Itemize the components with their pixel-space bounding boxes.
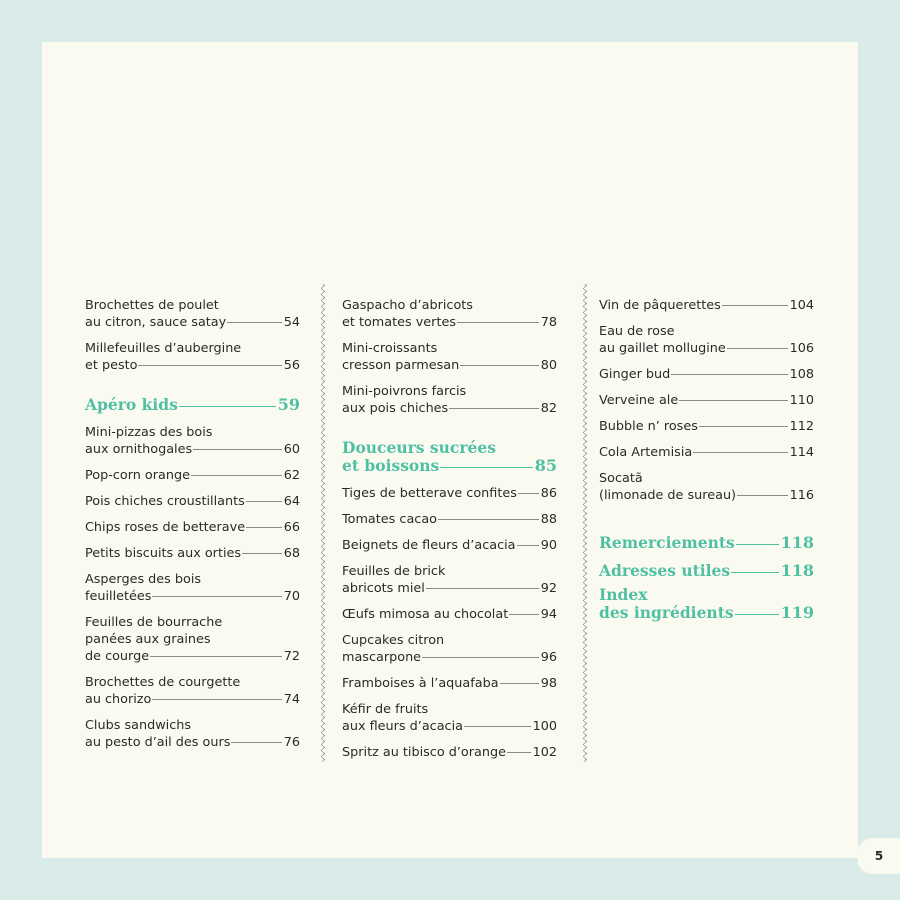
toc-entry-title: au pesto d’ail des ours	[85, 735, 231, 750]
toc-entry-title: Tomates cacao	[342, 512, 437, 527]
toc-entry	[342, 485, 557, 502]
leader-line	[152, 596, 281, 597]
leader-line	[517, 545, 539, 546]
toc-entry-line: Kéfir de fruits	[342, 702, 429, 717]
leader-line	[438, 519, 539, 520]
toc-entry-line: Index	[599, 585, 648, 604]
toc-page-number: 98	[540, 676, 557, 691]
leader-line	[231, 742, 281, 743]
leader-line	[179, 406, 276, 407]
toc-page-number: 85	[534, 456, 557, 475]
toc-entry	[599, 444, 814, 461]
toc-entry-title: aux pois chiches	[342, 401, 449, 416]
toc-page-number: 88	[540, 512, 557, 527]
toc-entry-title: au chorizo	[85, 692, 152, 707]
leader-line	[507, 752, 531, 753]
toc-entry-line: panées aux graines	[85, 632, 211, 647]
toc-entry	[342, 563, 557, 597]
toc-entry-title: Cola Artemisia	[599, 445, 693, 460]
toc-entry	[85, 674, 300, 708]
toc-entry-title: Adresses utiles	[599, 561, 731, 580]
toc-page-number: 54	[283, 315, 300, 330]
toc-entry-line: Socatã	[599, 471, 643, 486]
leader-line	[722, 305, 788, 306]
toc-section-heading	[599, 534, 814, 552]
toc-page-number: 59	[277, 395, 300, 414]
toc-page-number: 74	[283, 692, 300, 707]
toc-column-1	[85, 297, 300, 760]
leader-line	[138, 365, 281, 366]
toc-entry-title: Remerciements	[599, 533, 735, 552]
toc-entry-title: de courge	[85, 649, 150, 664]
toc-entry-line: Asperges des bois	[85, 572, 202, 587]
page-number: 5	[858, 838, 900, 874]
toc-section-heading	[342, 439, 557, 475]
toc-entry-title: feuilletées	[85, 589, 152, 604]
toc-entry-title: au gaillet mollugine	[599, 341, 726, 356]
leader-line	[246, 527, 282, 528]
toc-section-heading	[599, 586, 814, 622]
leader-line	[242, 553, 282, 554]
toc-entry	[342, 511, 557, 528]
toc-entry	[599, 470, 814, 504]
toc-page-number: 96	[540, 650, 557, 665]
toc-entry-line: Mini-croissants	[342, 341, 438, 356]
leader-line	[150, 656, 282, 657]
toc-page-number: 76	[283, 735, 300, 750]
toc-page-number: 78	[540, 315, 557, 330]
toc-page-number: 104	[789, 298, 814, 313]
toc-entry-line: Feuilles de bourrache	[85, 615, 223, 630]
toc-entry-title: aux fleurs d’acacia	[342, 719, 463, 734]
toc-entry	[342, 675, 557, 692]
toc-page-number: 94	[540, 607, 557, 622]
column-divider	[321, 284, 325, 762]
toc-page-number: 102	[532, 745, 557, 760]
toc-entry-title: Chips roses de betterave	[85, 520, 246, 535]
toc-entry	[342, 701, 557, 735]
toc-entry-line: Feuilles de brick	[342, 564, 446, 579]
toc-entry-title: des ingrédients	[599, 603, 734, 622]
toc-entry-line: Clubs sandwichs	[85, 718, 192, 733]
toc-entry-line: Brochettes de courgette	[85, 675, 241, 690]
leader-line	[193, 449, 282, 450]
toc-entry	[85, 493, 300, 510]
toc-page-number: 92	[540, 581, 557, 596]
column-divider	[583, 284, 587, 762]
toc-entry-line: Gaspacho d’abricots	[342, 298, 473, 313]
toc-entry	[342, 537, 557, 554]
toc-page-number: 56	[283, 358, 300, 373]
toc-entry	[85, 571, 300, 605]
toc-entry	[599, 323, 814, 357]
leader-line	[460, 365, 539, 366]
toc-entry	[342, 606, 557, 623]
toc-entry-title: Petits biscuits aux orties	[85, 546, 242, 561]
toc-entry	[599, 418, 814, 435]
toc-entry-title: Œufs mimosa au chocolat	[342, 607, 509, 622]
toc-section-heading	[599, 562, 814, 580]
toc-page-number: 90	[540, 538, 557, 553]
toc-section-heading	[85, 396, 300, 414]
leader-line	[731, 572, 778, 573]
toc-page	[42, 42, 858, 858]
toc-entry	[85, 614, 300, 665]
toc-entry-line: Eau de rose	[599, 324, 675, 339]
leader-line	[464, 726, 531, 727]
toc-entry-title: et tomates vertes	[342, 315, 457, 330]
toc-entry	[342, 744, 557, 761]
toc-entry-title: Pop-corn orange	[85, 468, 190, 483]
toc-entry	[599, 366, 814, 383]
toc-entry-title: et boissons	[342, 456, 440, 475]
toc-page-number: 112	[789, 419, 814, 434]
toc-page-number: 72	[283, 649, 300, 664]
leader-line	[736, 544, 779, 545]
toc-page-number: 86	[540, 486, 557, 501]
leader-line	[457, 322, 539, 323]
toc-entry-line: Millefeuilles d’aubergine	[85, 341, 242, 356]
toc-entry	[599, 392, 814, 409]
toc-entry	[85, 297, 300, 331]
leader-line	[191, 475, 282, 476]
toc-entry-title: (limonade de sureau)	[599, 488, 737, 503]
toc-entry	[85, 467, 300, 484]
toc-entry-title: Tiges de betterave confites	[342, 486, 517, 501]
toc-entry-title: au citron, sauce satay	[85, 315, 227, 330]
toc-entry-title: Framboises à l’aquafaba	[342, 676, 499, 691]
toc-page-number: 68	[283, 546, 300, 561]
toc-page-number: 80	[540, 358, 557, 373]
toc-page-number: 106	[789, 341, 814, 356]
toc-page-number: 66	[283, 520, 300, 535]
leader-line	[727, 348, 788, 349]
toc-entry	[85, 545, 300, 562]
toc-entry	[85, 717, 300, 751]
toc-page-number: 60	[283, 442, 300, 457]
toc-page-number: 116	[789, 488, 814, 503]
leader-line	[699, 426, 788, 427]
toc-page-number: 62	[283, 468, 300, 483]
leader-line	[518, 493, 539, 494]
toc-entry-title: Pois chiches croustillants	[85, 494, 245, 509]
toc-entry-title: Apéro kids	[85, 395, 178, 414]
toc-page-number: 119	[780, 603, 814, 622]
toc-entry	[85, 424, 300, 458]
toc-entry	[342, 297, 557, 331]
toc-entry-title: et pesto	[85, 358, 138, 373]
toc-entry-title: Verveine ale	[599, 393, 679, 408]
leader-line	[422, 657, 539, 658]
toc-entry-line: Mini-pizzas des bois	[85, 425, 213, 440]
leader-line	[671, 374, 787, 375]
toc-entry-line: Douceurs sucrées	[342, 438, 496, 457]
toc-entry	[85, 340, 300, 374]
toc-page-number: 110	[789, 393, 814, 408]
toc-page-number: 118	[780, 561, 814, 580]
leader-line	[735, 614, 779, 615]
toc-page-number: 118	[780, 533, 814, 552]
leader-line	[440, 467, 532, 468]
toc-entry-title: Beignets de fleurs d’acacia	[342, 538, 516, 553]
leader-line	[227, 322, 281, 323]
toc-entry-line: Brochettes de poulet	[85, 298, 219, 313]
toc-page-number: 64	[283, 494, 300, 509]
toc-entry-line: Mini-poivrons farcis	[342, 384, 467, 399]
leader-line	[500, 683, 539, 684]
toc-entry-line: Cupcakes citron	[342, 633, 445, 648]
toc-page-number: 70	[283, 589, 300, 604]
toc-column-2	[342, 297, 557, 770]
toc-page-number: 108	[789, 367, 814, 382]
toc-entry-title: cresson parmesan	[342, 358, 460, 373]
toc-page-number: 82	[540, 401, 557, 416]
toc-entry	[85, 519, 300, 536]
toc-column-3	[599, 297, 814, 626]
toc-entry	[342, 632, 557, 666]
toc-entry-title: Bubble n’ roses	[599, 419, 698, 434]
leader-line	[246, 501, 282, 502]
leader-line	[679, 400, 787, 401]
leader-line	[426, 588, 539, 589]
leader-line	[152, 699, 281, 700]
toc-entry	[342, 383, 557, 417]
toc-entry-title: abricots miel	[342, 581, 425, 596]
leader-line	[509, 614, 538, 615]
leader-line	[737, 495, 788, 496]
toc-entry-title: mascarpone	[342, 650, 422, 665]
toc-page-number: 100	[532, 719, 557, 734]
leader-line	[693, 452, 787, 453]
toc-entry-title: Vin de pâquerettes	[599, 298, 721, 313]
toc-entry-title: Ginger bud	[599, 367, 671, 382]
leader-line	[449, 408, 538, 409]
toc-entry-title: aux ornithogales	[85, 442, 193, 457]
toc-page-number: 114	[789, 445, 814, 460]
toc-entry	[342, 340, 557, 374]
toc-entry-title: Spritz au tibisco d’orange	[342, 745, 506, 760]
toc-entry	[599, 297, 814, 314]
